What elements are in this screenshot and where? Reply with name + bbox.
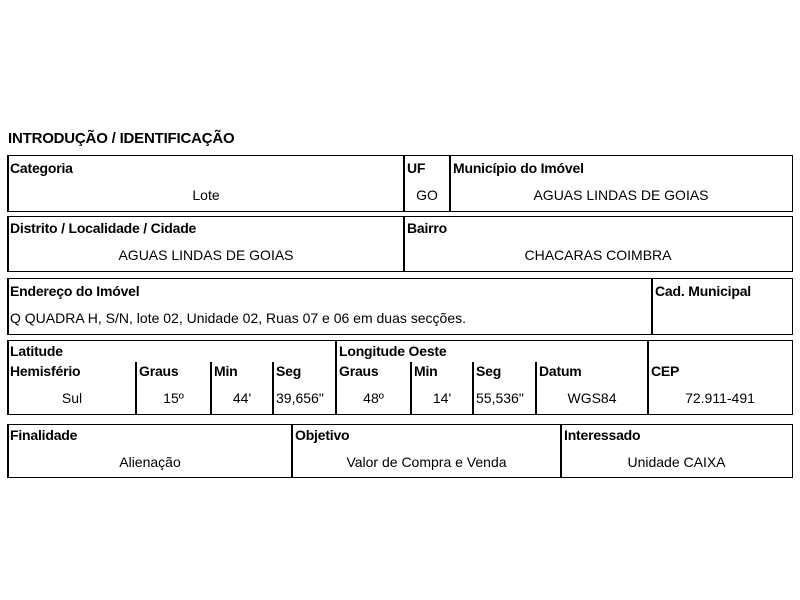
hemisferio-value: Sul bbox=[61, 390, 83, 406]
lon-min-value: 14' bbox=[432, 390, 452, 406]
row2-left-border bbox=[7, 216, 9, 272]
row3-bottom-border bbox=[7, 334, 793, 335]
categoria-value: Lote bbox=[192, 187, 220, 203]
cad-municipal-label: Cad. Municipal bbox=[655, 283, 751, 299]
longitude-label: Longitude Oeste bbox=[339, 343, 447, 359]
row4-left-border bbox=[7, 340, 9, 415]
row1-bottom-border bbox=[7, 211, 793, 212]
endereco-value: Q QUADRA H, S/N, lote 02, Unidade 02, Ruas 07 e 06 em duas secções. bbox=[10, 310, 467, 326]
finalidade-value: Alienação bbox=[119, 454, 181, 470]
cep-label: CEP bbox=[651, 363, 680, 379]
municipio-value: AGUAS LINDAS DE GOIAS bbox=[533, 187, 709, 203]
distrito-value: AGUAS LINDAS DE GOIAS bbox=[118, 247, 294, 263]
row3-top-border bbox=[7, 278, 793, 279]
row1-top-border bbox=[7, 155, 793, 156]
finalidade-label: Finalidade bbox=[10, 427, 78, 443]
lat-min-value: 44' bbox=[232, 390, 252, 406]
cep-value: 72.911-491 bbox=[685, 390, 755, 406]
objetivo-value: Valor de Compra e Venda bbox=[346, 454, 507, 470]
row4-right-border bbox=[792, 340, 793, 415]
lon-min-label: Min bbox=[414, 363, 438, 379]
interessado-value: Unidade CAIXA bbox=[627, 454, 726, 470]
distrito-label: Distrito / Localidade / Cidade bbox=[10, 220, 197, 236]
categoria-label: Categoria bbox=[10, 160, 73, 176]
objetivo-label: Objetivo bbox=[295, 427, 350, 443]
row1-div-uf bbox=[403, 155, 405, 212]
row3-div-cad bbox=[651, 278, 653, 335]
row5-bottom-border bbox=[7, 477, 793, 478]
lon-seg-value: 55,536" bbox=[476, 390, 524, 406]
municipio-label: Município do Imóvel bbox=[453, 160, 584, 176]
datum-value: WGS84 bbox=[567, 390, 617, 406]
row1-div-municipio bbox=[449, 155, 451, 212]
row4-top-border bbox=[7, 340, 793, 341]
lon-graus-value: 48º bbox=[363, 390, 384, 406]
uf-label: UF bbox=[407, 160, 426, 176]
row1-left-border bbox=[7, 155, 9, 212]
interessado-label: Interessado bbox=[564, 427, 641, 443]
lat-graus-label: Graus bbox=[139, 363, 179, 379]
row3-right-border bbox=[792, 278, 793, 335]
uf-value: GO bbox=[416, 187, 438, 203]
datum-label: Datum bbox=[539, 363, 582, 379]
lat-graus-value: 15º bbox=[163, 390, 184, 406]
lat-seg-value: 39,656" bbox=[276, 390, 324, 406]
lat-min-label: Min bbox=[214, 363, 238, 379]
row3-left-border bbox=[7, 278, 9, 335]
row4-div-datum bbox=[535, 362, 537, 415]
lat-seg-label: Seg bbox=[276, 363, 302, 379]
bairro-value: CHACARAS COIMBRA bbox=[524, 247, 672, 263]
row4-div-lon-seg bbox=[472, 362, 474, 415]
latitude-label: Latitude bbox=[10, 343, 63, 359]
row4-div-lat-seg bbox=[272, 362, 274, 415]
row4-div-lat-min bbox=[210, 362, 212, 415]
lon-seg-label: Seg bbox=[476, 363, 502, 379]
row2-right-border bbox=[792, 216, 793, 272]
row5-left-border bbox=[7, 424, 9, 478]
row2-div-bairro bbox=[403, 216, 405, 272]
row4-div-lat-graus bbox=[135, 362, 137, 415]
section-title: INTRODUÇÃO / IDENTIFICAÇÃO bbox=[8, 130, 235, 147]
row5-top-border bbox=[7, 424, 793, 425]
endereco-label: Endereço do Imóvel bbox=[10, 283, 140, 299]
lon-graus-label: Graus bbox=[339, 363, 379, 379]
bairro-label: Bairro bbox=[407, 220, 448, 236]
row4-div-lon-min bbox=[410, 362, 412, 415]
hemisferio-label: Hemisfério bbox=[10, 363, 81, 379]
row2-top-border bbox=[7, 216, 793, 217]
row1-right-border bbox=[792, 155, 793, 212]
row2-bottom-border bbox=[7, 271, 793, 272]
row4-bottom-border bbox=[7, 414, 793, 415]
row5-right-border bbox=[792, 424, 793, 478]
